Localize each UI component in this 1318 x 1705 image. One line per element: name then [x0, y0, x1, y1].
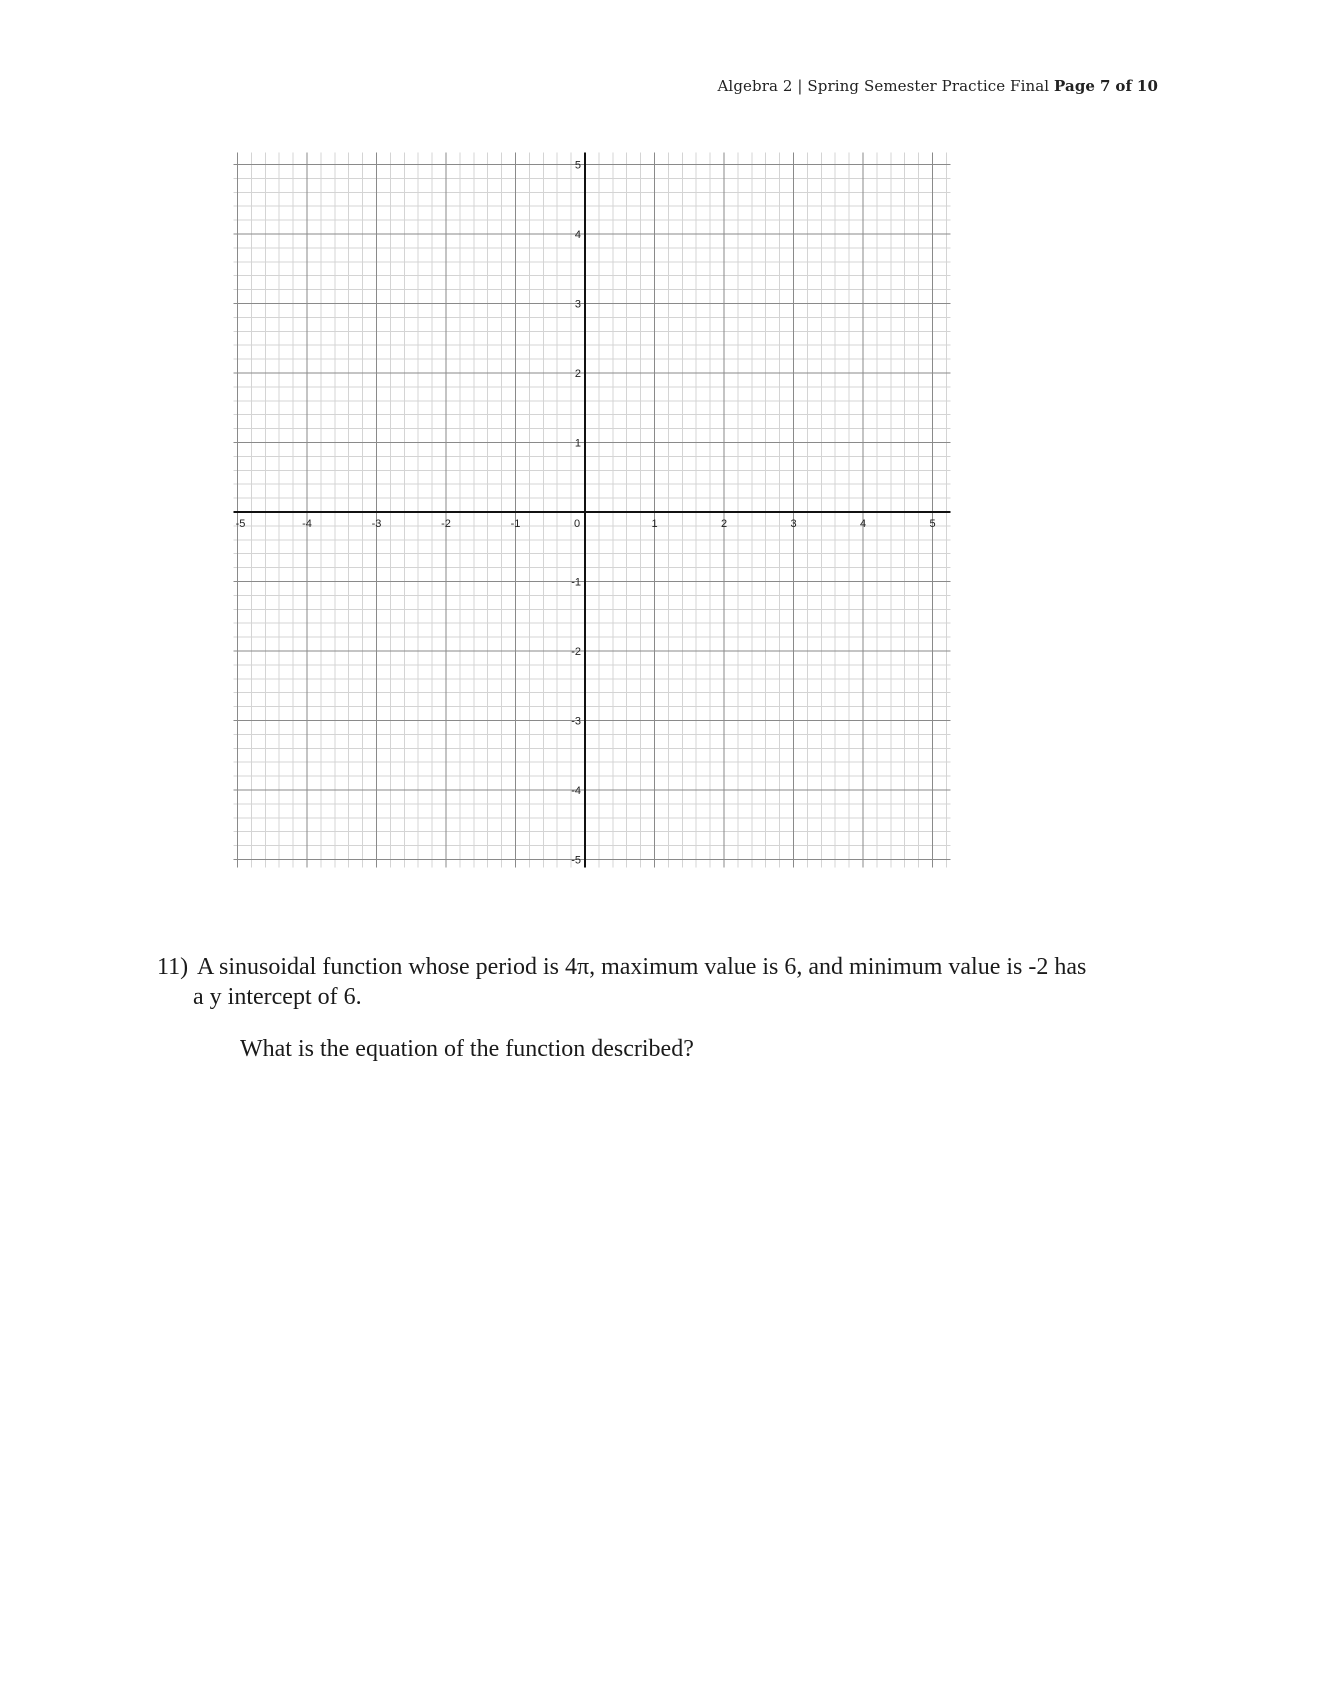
x-tick-label: 1: [651, 518, 658, 530]
y-tick-label: 5: [574, 159, 581, 172]
y-tick-label: 4: [574, 229, 581, 241]
y-tick-label: 3: [574, 298, 581, 311]
x-tick-label: 2: [720, 518, 728, 530]
y-tick-label: -4: [571, 785, 581, 797]
doc-title: Algebra 2 | Spring Semester Practice Final: [717, 77, 1050, 95]
question-prompt: What is the equation of the function described?: [240, 1036, 694, 1062]
x-tick-label: 0: [573, 518, 581, 530]
y-tick-label: -1: [571, 576, 581, 589]
question-text-1: A sinusoidal function whose period is 4π, maximum value is 6, and minimum value is -2 has: [197, 954, 1087, 980]
x-tick-label: -2: [441, 518, 451, 530]
y-tick-label: -5: [571, 854, 581, 867]
x-tick-label: 5: [929, 518, 936, 530]
y-tick-label: -2: [571, 646, 581, 658]
question-11: [157, 952, 1167, 1012]
x-tick-label: 4: [859, 518, 867, 530]
x-tick-label: -4: [302, 518, 312, 530]
page-current: 7: [1099, 77, 1111, 95]
y-tick-label: 2: [574, 368, 581, 380]
x-tick-label: -5: [235, 518, 246, 530]
question-number: 11): [157, 954, 189, 980]
x-tick-label: -1: [510, 518, 521, 530]
page-total: 10: [1136, 77, 1158, 95]
y-tick-label: -3: [571, 715, 581, 728]
question-line-1: [157, 952, 1167, 982]
x-tick-label: 3: [790, 518, 797, 530]
page-of: of: [1115, 77, 1133, 95]
question-text-2: a y intercept of 6.: [193, 984, 362, 1010]
x-tick-label: -3: [371, 518, 382, 530]
y-tick-label: 1: [574, 437, 581, 450]
page-word: Page: [1054, 77, 1096, 95]
